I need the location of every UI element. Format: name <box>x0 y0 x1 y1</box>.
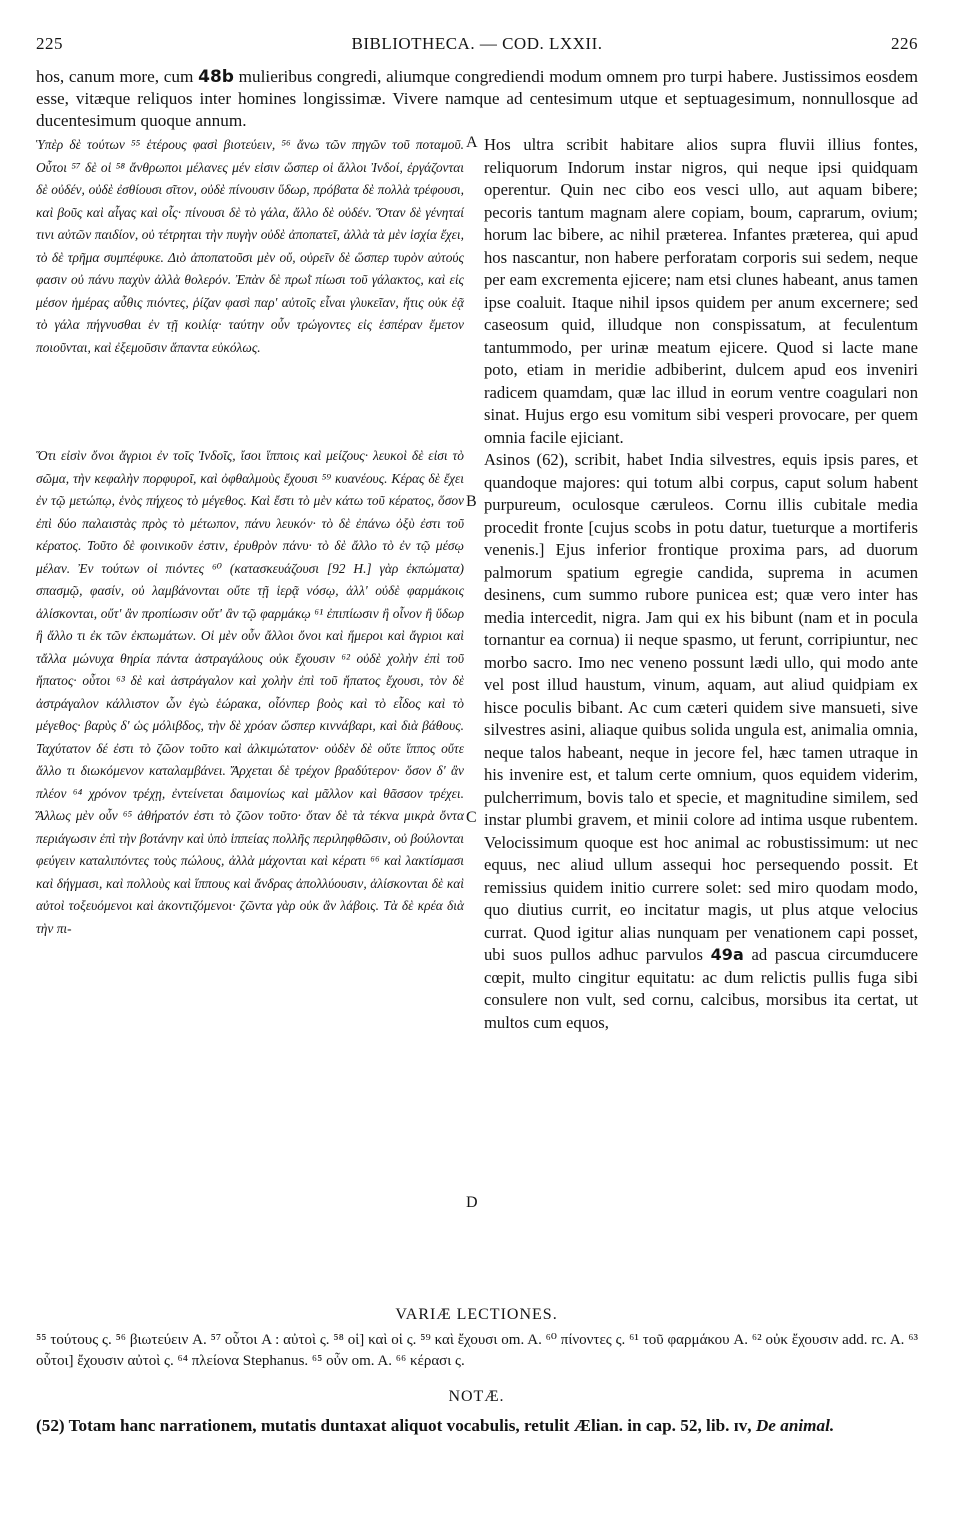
folio-marker: 48b <box>198 67 234 87</box>
folio-marker-2: 49a <box>710 945 744 964</box>
variae-lectiones-heading: VARIÆ LECTIONES. <box>395 1306 558 1323</box>
page-number-right: 226 <box>891 34 918 53</box>
running-title: BIBLIOTHECA. — COD. LXXII. <box>351 34 603 53</box>
lead-text-2: mulieribus congredi, aliumque congrediendi modum omnem pro turpi habere. Justissimos eosdem esse, vitæque reliquos inter homines longissimæ. Vivere namque ad centesimum utque et septuagesimum, nonnullosque ad ducentesimum quoque annum. <box>36 67 918 130</box>
latin-paragraph-2-end: ad pascua circumducere cœpit, multo cingitur equitatu: ac dum relictis pullis fuga sibi consulere non vult, sed cornu, calcibus, morsibus ita certat, ut multos cum equos, <box>484 945 918 1032</box>
column-gap <box>36 359 464 445</box>
notae-body: (52) Totam hanc narrationem, mutatis duntaxat aliquot vocabulis, retulit Ælian. in cap. 52, lib. ɪᴠ, <box>36 1416 756 1435</box>
margin-marker-a: A <box>466 134 478 151</box>
margin-marker-d: D <box>466 1194 478 1211</box>
margin-marker-b: B <box>466 493 477 510</box>
latin-paragraph-1: Hos ultra scribit habitare alios supra fluvii illius fontes, reliquorum Indorum instar nigros, qui neque ipsi quidquam operentur. Quin nec cibo eos vesci ullo, aut aquam bibere; pecoris tantum magnam alere copiam, boum, caprarum, ovium; horum lac bibere, ac nihil præterea. Infantes præterea, qui apud hos nascantur, non habere perforatam corporis sui sedem, neque per eam excrementa ejicere; nam etsi clunes habeant, anus tamen ipse coaluit. Itaque nihil ipsos quidem per anum excernere; sed caseosum quid, illudque non conspissatum, at feculentum tantummodo, per urinæ meatum ejicere. Quod si lacte mane poto, etiam in meridie adbiberint, dulcem apud eos inveniri radicem quamdam, quæ lac illud in eorum ventre coagulari non sinat. Hujus ergo esu vomitum sibi vesperi provocare, per quem omnia facile ejiciant. <box>484 135 918 447</box>
notae-heading: NOTÆ. <box>448 1388 505 1405</box>
greek-column <box>36 134 464 940</box>
running-header <box>36 34 918 56</box>
notae-text <box>36 1414 918 1437</box>
notae-italic-title: De animal. <box>755 1416 835 1435</box>
latin-paragraph-2 <box>484 449 918 1034</box>
variae-lectiones-text: ⁵⁵ τούτους ς. ⁵⁶ βιωτεύειν A. ⁵⁷ οὗτοι A : αὐτοὶ ς. ⁵⁸ οἱ] καὶ οἱ ς. ⁵⁹ καὶ ἔχουσι om. A. ⁶⁰ πίνοντες ς. ⁶¹ τοῦ φαρμάκου A. ⁶² οὐκ ἔχουσιν add. rc. A. ⁶³ οὗτοι] ἔχουσιν αὐτοὶ ς. ⁶⁴ πλείονα Stephanus. ⁶⁵ οὖν om. A. ⁶⁶ κέρασι ς. <box>36 1332 918 1369</box>
latin-paragraph-2-text: Asinos (62), scribit, habet India silvestres, equis ipsis pares, et quandoque majores: qui totum albi corpus, caput solum habent purpureum, oculosque cæruleos. Cornu illis cubitale media procedit fronte [cujus scobs in potu datur, tueturque a mortiferis venenis.] Ejus inferior frontique proxima pars, ad duorum palmorum spatium egregie candida, suprema in acumen desinens, cum summo rubore punicea est; quæ vero inter has media intercedit, nigra. Jam qui ex his bibunt (nam et in pocula tornantur ea cornua) ii neque spasmo, ut ferunt, corripiuntur, nec morbo sacro. Imo nec veneno possunt lædi ullo, qui modo ante vel post illud haustum, vinum, aquam, aut aliud quidpiam ex hisce poculis bibant. Ac cum cæteri quidem sive mansueti, sive silvestres asini, aliaque quibus solida ungula est, animalia omnia, neque talos habeant, neque in jecore fel, hæc tamen utraque in his invenire est, et talum certe omnium, quos equidem viderim, pulcherrimum, bovis talo et specie, et magnitudine similem, sed instar plumbi gravem, et minii colore ad intima usque rubentem. Velocissimum quoque est hoc animal ac robustissimum: ut nec equus, nec aliud ullum assequi hoc persequendo possit. Et remissius quidem initio currere solet: sed miro quodam modo, quo diutius currit, eo incitatur magis, ut plus atque velocius currat. Quod igitur alias nunquam per venationem capi posset, ubi suos pullos adhuc parvulos <box>484 450 918 964</box>
lead-paragraph <box>36 66 918 132</box>
margin-marker-c: C <box>466 809 477 826</box>
page-number-left: 225 <box>36 34 63 53</box>
greek-paragraph-1: Ὑπὲρ δὲ τούτων ⁵⁵ ἑτέρους φασὶ βιοτεύειν, ⁵⁶ ἄνω τῶν πηγῶν τοῦ ποταμοῦ. Οὗτοι ⁵⁷ δὲ οἱ ⁵⁸ ἄνθρωποι μέλανες μέν εἰσιν ὥσπερ οἱ ἄλλοι Ἰνδοί, ἐργάζονται δὲ οὐδέν, οὐδὲ ἐσθίουσι σῖτον, οὐδὲ πίνουσιν ὕδωρ, πρόβατα δὲ πολλὰ τρέφουσι, καὶ βοῦς καὶ αἶγας καὶ οἶς· πίνουσι δὲ τὸ γάλα, ἄλλο δὲ οὐδέν. Ὅταν δὲ γένηταί τινι αὐτῶν παιδίον, οὐ τέτρηται τὴν πυγὴν οὐδὲ ἀποπατεῖ, ἀλλὰ τὰ μὲν ἰσχία ἔχει, τὸ δὲ τρῆμα συμπέφυκε. Διὸ ἀποπατοῦσι μὲν οὔ, οὐρεῖν δὲ ὥσπερ τυρὸν αὐτούς φασιν οὐ πάνυ παχὺν ἀλλὰ θολερόν. Ἐπὰν δὲ πρωῒ πίωσι τοῦ γάλακτος, καὶ εἰς μέσον ἡμέρας αὖθις πιόντες, ῥίζαν φασὶ παρ' αὐτοῖς εἶναι γλυκεῖαν, ἥτις οὐκ ἐᾷ τὸ γάλα πήγνυσθαι ἐν τῇ κοιλίᾳ· ταύτην οὖν τρώγοντες εἰς ἑσπέραν ἔμετον ποιοῦνται, καὶ ἐξεμοῦσιν ἅπαντα εὐκόλως. <box>36 137 464 355</box>
greek-paragraph-2: Ὅτι εἰσὶν ὄνοι ἄγριοι ἐν τοῖς Ἰνδοῖς, ἴσοι ἵπποις καὶ μείζους· λευκοὶ δὲ εἰσι τὸ σῶμα, τὴν κεφαλὴν πορφυροῖ, καὶ ὀφθαλμοὺς ἔχουσι ⁵⁹ κυανέους. Κέρας δὲ ἔχει ἐν τῷ μετώπῳ, ἑνὸς πήχεος τὸ μέγεθος. Καὶ ἔστι τὸ μὲν κάτω τοῦ κέρατος, ὅσον ἐπὶ δύο παλαιστὰς πρὸς τὸ μέτωπον, πάνυ λευκόν· τὸ δὲ ἐπάνω ὀξὺ ἐστι τοῦ κέρατος. Τοῦτο δὲ φοινικοῦν ἐστιν, ἐρυθρὸν πάνυ· τὸ δὲ ἄλλο τὸ ἐν τῷ μέσῳ μέλαν. Ἐν τούτων οἱ πιόντες ⁶⁰ (κατασκευάζουσι [92 H.] γὰρ ἐκπώματα) σπασμῷ, φασίν, οὐ λαμβάνονται οὔτε τῇ ἱερᾷ νόσῳ, ἀλλ' οὐδὲ φαρμάκοις ἁλίσκονται, οὔτ' ἂν προπίωσιν οὔτ' ἂν τῷ φαρμάκῳ ⁶¹ ἐπιπίωσιν ἢ οἶνον ἢ ὕδωρ ἢ ἄλλο τι ἐκ τῶν ἐκπωμάτων. Οἱ μὲν οὖν ἄλλοι ὄνοι καὶ ἥμεροι καὶ ἄγριοι καὶ τἄλλα μώνυχα θηρία πάντα ἀστραγάλους οὐκ ἔχουσιν ⁶² οὐδὲ χολὴν ἐπὶ τοῦ ἥπατος· οὗτοι ⁶³ δὲ καὶ ἀστράγαλον καὶ χολὴν ἐπὶ τοῦ ἥπατος ἔχουσι, τὸν δὲ ἀστράγαλον κάλλιστον ὧν ἐγὼ ἑώρακα, οἷόνπερ βοὸς καὶ τὸ εἶδος καὶ τὸ μέγεθος· βαρὺς δ' ὡς μόλιβδος, τὴν δὲ χρόαν ὥσπερ κιννάβαρι, καὶ διὰ βάθους. Ταχύτατον δέ ἐστι τὸ ζῶον τοῦτο καὶ ἀλκιμώτατον· οὐδὲν δὲ οὔτε ἵππος οὔτε ἄλλο τι διωκόμενον καταλαμβάνει. Ἄρχεται δὲ τρέχον βραδύτερον· ὅσον δ' ἂν πλέον ⁶⁴ χρόνον τρέχῃ, ἐντείνεται δαιμονίως καὶ μᾶλλον καὶ θᾶσσον τρέχει. Ἄλλως μὲν οὖν ⁶⁵ ἀθήρατόν ἐστι τὸ ζῶον τοῦτο· ὅταν δὲ τὰ τέκνα μικρὰ ὄντα περιάγωσιν ἐπὶ τὴν βοτάνην καὶ ὑπὸ ἱππείας πολλῆς περιληφθῶσιν, οὐ βούλονται φεύγειν καταλιπόντες τοὺς πώλους, ἀλλὰ μάχονται καὶ κέρατι ⁶⁶ καὶ λακτίσμασι καὶ δήγμασι, καὶ πολλοὺς καὶ ἵππους καὶ ἄνδρας ἀπολλύουσιν, ἁλίσκονται δὲ καὶ αὐτοὶ τοξευόμενοι καὶ ἀκοντιζόμενοι· ζῶντα γὰρ οὐκ ἂν λάβοις. Τὰ δὲ κρέα διὰ τὴν πι- <box>36 448 464 936</box>
lead-text-1: hos, canum more, cum <box>36 67 199 86</box>
latin-column <box>484 134 918 1034</box>
